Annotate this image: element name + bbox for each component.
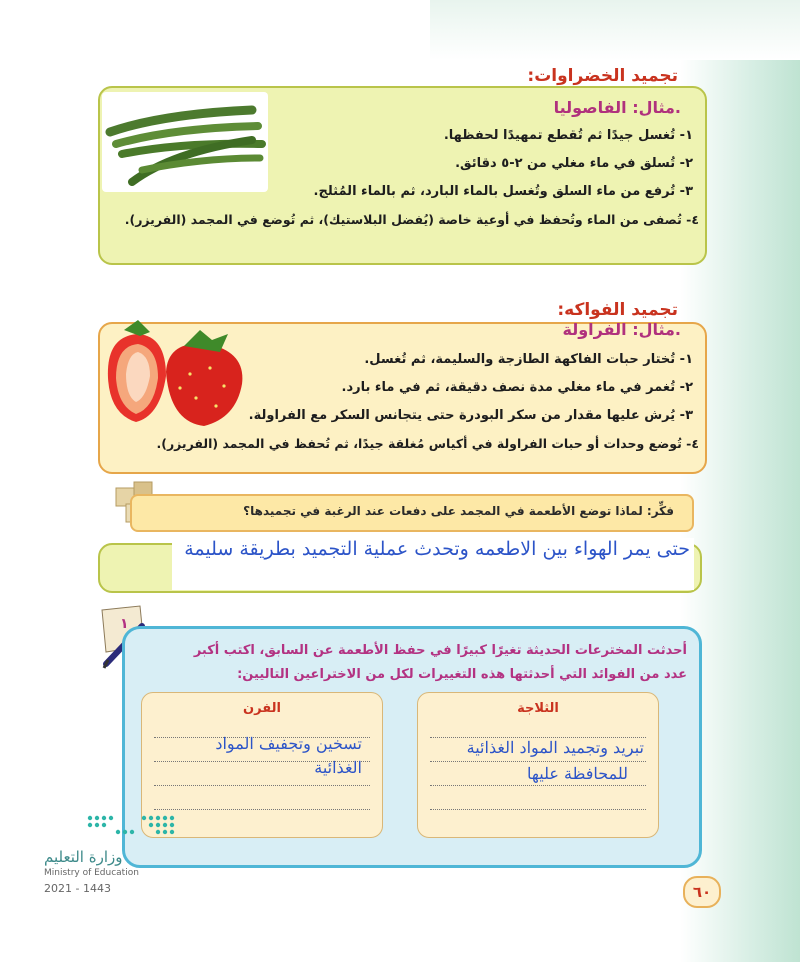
vegetables-step-1: ١- تُغسل جيدًا ثم تُقطع تمهيدًا لحفظها. <box>443 128 693 143</box>
task-instruction-line-1: أحدثت المخترعات الحديثة تغيرًا كبيرًا في حفظ الأطعمة عن السابق، اكتب أكبر <box>193 643 687 658</box>
fruits-step-3: ٣- يُرش عليها مقدار من سكر البودرة حتى يتجانس السكر مع الفراولة. <box>248 408 693 423</box>
task-instruction-line-2: عدد من الفوائد التي أحدثتها هذه التغييرات لكل من الاختراعين التاليين: <box>237 667 687 682</box>
fruits-step-2: ٢- تُغمر في ماء مغلي مدة نصف دقيقة، ثم في ماء بارد. <box>341 380 693 395</box>
fridge-card[interactable] <box>417 692 659 838</box>
vegetables-step-3: ٣- تُرفع من ماء السلق وتُغسل بالماء البارد، ثم بالماء المُثلج. <box>313 184 693 199</box>
ministry-logo-dots <box>84 812 184 848</box>
dotted-line <box>154 809 370 810</box>
think-answer: حتى يمر الهواء بين الاطعمه وتحدث عملية التجميد بطريقة سليمة <box>184 538 690 560</box>
edition-year: 2021 - 1443 <box>44 882 111 895</box>
vegetables-step-2: ٢- تُسلق في ماء مغلي من ٢-٥ دقائق. <box>455 156 693 171</box>
ministry-name-english: Ministry of Education <box>44 868 139 878</box>
vegetables-example: مثال: الفاصوليا. <box>553 98 681 117</box>
fridge-answer-line-2: للمحافظة عليها <box>527 764 628 783</box>
vegetables-title: تجميد الخضراوات: <box>527 66 678 86</box>
oven-title: الفرن <box>243 701 281 716</box>
task-number: ١ <box>120 616 129 632</box>
dotted-line <box>430 809 646 810</box>
think-question-box <box>130 494 694 532</box>
think-question: فكِّر: لماذا توضع الأطعمة في المجمد على دفعات عند الرغبة في تجميدها؟ <box>243 504 674 518</box>
strawberries-image <box>100 318 248 430</box>
fruits-title: تجميد الفواكه: <box>557 300 678 320</box>
fruits-step-4: ٤- تُوضع وحدات أو حبات الفراولة في أكياس مُغلقة جيدًا، ثم تُحفظ في المجمد (الفريزر). <box>156 436 699 451</box>
oven-answer-line-2: الغذائية <box>314 758 362 777</box>
oven-answer-line-1: تسخين وتجفيف المواد <box>215 734 362 753</box>
page-number: ٦٠ <box>683 876 721 908</box>
page-top-gradient <box>430 0 800 60</box>
fridge-title: الثلاجة <box>517 701 559 716</box>
think-answer-overlay[interactable] <box>172 538 694 590</box>
ministry-name-arabic: وزارة التعليم <box>44 848 123 866</box>
fridge-answer-line-1: تبريد وتجميد المواد الغذائية <box>466 738 644 757</box>
dotted-line <box>154 785 370 786</box>
fruits-example: مثال: الفراولة. <box>562 320 681 339</box>
green-beans-image <box>102 92 268 192</box>
fruits-step-1: ١- تُختار حبات الفاكهة الطازجة والسليمة، ثم تُغسل. <box>364 352 693 367</box>
vegetables-step-4: ٤- تُصفى من الماء وتُحفظ في أوعية خاصة (يُفضل البلاستيك)، ثم تُوضع في المجمد (الفريزر). <box>124 212 699 227</box>
